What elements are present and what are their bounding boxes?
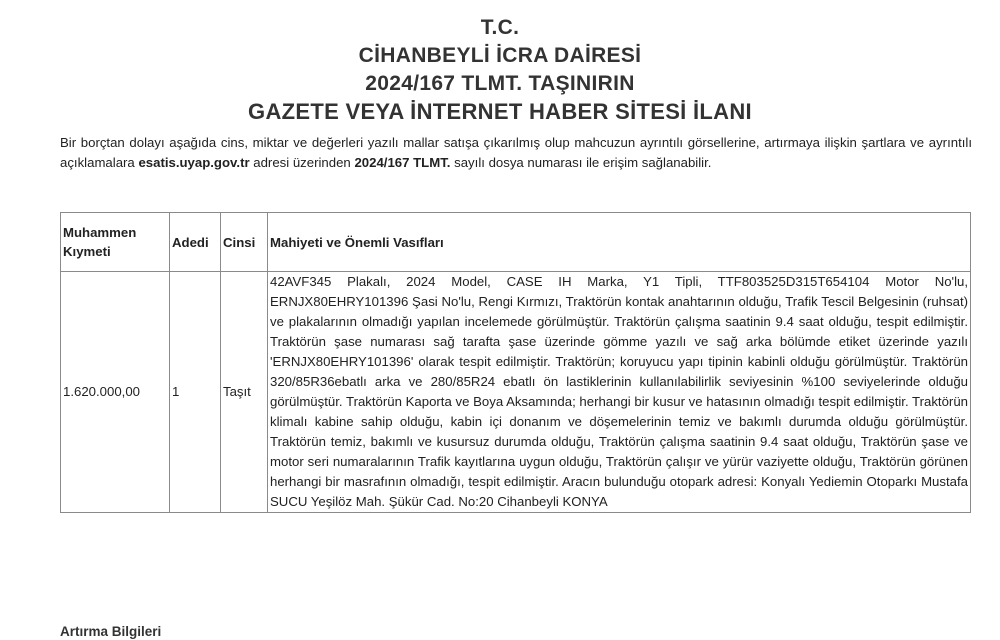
title-line-file: 2024/167 TLMT. TAŞINIRIN [365,72,635,95]
cell-adet: 1 [170,272,221,513]
header-cins: Cinsi [221,213,268,272]
goods-table [60,212,971,513]
header-adet: Adedi [170,213,221,272]
intro-text-1: Bir borçtan dolayı aşağıda cins, miktar ve değerleri yazılı mallar satışa çıkarılmış olup mahcuzun ayrıntılı görsellerine, artırmaya ilişkin şartlara ve ayrıntılı açıklamalara [60,135,972,170]
cell-mahiyet: 42AVF345 Plakalı, 2024 Model, CASE IH Marka, Y1 Tipli, TTF803525D315T654104 Motor No'lu, ERNJX80EHRY101396 Şasi No'lu, Rengi Kırmızı, Traktörün kontak anahtarının olduğu, Trafik Tescil Belgesinin (ruhsat) ve plakalarının olmadığı yapılan incelemede görülmüştür. Traktörün çalışma saatinin 9.4 saat olduğu, tespit edilmiştir. Traktörün şase numarası sağ tarafta şase üzerinde gömme yazılı ve sağ arka bölümde etiket üzerinde yazılı 'ERNJX80EHRY101396' olarak tespit edilmiştir. Traktörün; koruyucu yapı tipinin kabinli olduğu görülmüştür. Traktörün 320/85R36ebatlı arka ve 280/85R24 ebatlı ön lastiklerinin kullanılabilirlik seviyesinin %100 seviyelerinde olduğu görülmüştür. Traktörün Kaporta ve Boya Aksamında; herhangi bir kusur ve hatasının olmadığı tespit edilmiştir. Traktörün klimalı kabine sahip olduğu, kabin içi donanım ve döşemelerinin temiz ve bakımlı durumda olduğu görülmüştür. Traktörün temiz, bakımlı ve kusursuz durumda olduğu, Traktörün çalışma saatinin 9.4 saat olduğu, Traktörün şase ve motor seri numaralarının Trafik kayıtlarına uygun olduğu, Traktörün çalışır ve yürür vaziyette olduğu, Traktörün görünen herhangi bir masrafının olmadığı, tespit edilmiştir. Aracın bulunduğu otopark adresi: Konyalı Yediemin Otoparkı Mustafa SUCU Yeşilöz Mah. Şükür Cad. No:20 Cihanbeyli KONYA [268,272,971,513]
table-header-row [61,213,971,272]
title-line-notice: GAZETE VEYA İNTERNET HABER SİTESİ İLANI [248,99,752,124]
announcement-title [0,14,1000,126]
intro-text-2: adresi üzerinden [249,155,355,170]
artirma-bilgileri-heading: Artırma Bilgileri [60,624,162,639]
header-kiymet: Muhammen Kıymeti [61,213,170,272]
table-row [61,272,971,513]
header-mahiyet: Mahiyeti ve Önemli Vasıfları [268,213,971,272]
intro-text-3: sayılı dosya numarası ile erişim sağlanabilir. [450,155,712,170]
esatis-site: esatis.uyap.gov.tr [138,155,250,170]
title-line-office: CİHANBEYLİ İCRA DAİRESİ [358,44,642,67]
intro-paragraph [60,133,972,173]
cell-kiymet: 1.620.000,00 [61,272,170,513]
file-number: 2024/167 TLMT. [354,155,451,170]
title-line-tc: T.C. [480,16,520,39]
cell-cins: Taşıt [221,272,268,513]
